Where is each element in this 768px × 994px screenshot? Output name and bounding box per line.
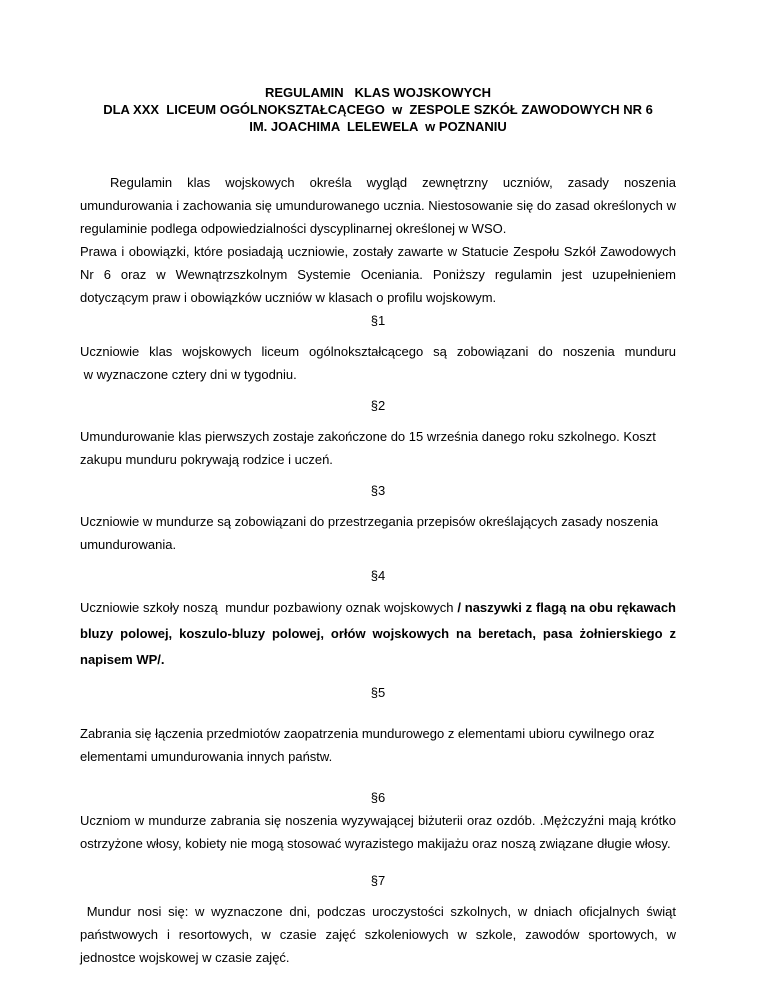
section-mark-1: §1 (370, 313, 386, 328)
section-mark-4: §4 (370, 568, 386, 583)
section-mark-5: §5 (370, 685, 386, 700)
section-mark-2: §2 (370, 398, 386, 413)
intro-paragraph-2: Prawa i obowiązki, które posiadają uczniowie, zostały zawarte w Statucie Zespołu Szkół Zawodowych Nr 6 oraz w Wewnątrzszkolnym Systemie Oceniania. Poniższy regulamin jest uzupełnieniem dotyczącym praw i obowiązków uczniów w klasach o profilu wojskowym. (80, 244, 676, 305)
section-1 (80, 309, 676, 386)
section-4 (80, 564, 676, 673)
section-3 (80, 479, 676, 556)
title-line-2: DLA XXX LICEUM OGÓLNOKSZTAŁCĄCEGO w ZESPOLE SZKÓŁ ZAWODOWYCH NR 6 (103, 102, 653, 117)
section-3-text: Uczniowie w mundurze są zobowiązani do przestrzegania przepisów określających zasady noszenia umundurowania. (80, 514, 659, 552)
section-4-text (80, 595, 676, 673)
section-1-line-2: w wyznaczone cztery dni w tygodniu. (80, 367, 297, 382)
document-page (80, 84, 680, 969)
section-6-text: Uczniom w mundurze zabrania się noszenia wyzywającej biżuterii oraz ozdób. .Mężczyźni mają krótko ostrzyżone włosy, kobiety nie mogą stosować wyrazistego makijażu oraz noszą związane długie włosy. (80, 813, 676, 851)
section-2-text: Umundurowanie klas pierwszych zostaje zakończone do 15 września danego roku szkolnego. Koszt zakupu munduru pokrywają rodzice i uczeń. (80, 429, 656, 467)
section-mark-7: §7 (370, 873, 386, 888)
title-line-1: REGULAMIN KLAS WOJSKOWYCH (264, 85, 492, 100)
section-mark-3: §3 (370, 483, 386, 498)
section-7 (80, 869, 680, 969)
document-title (80, 84, 676, 135)
section-6 (80, 786, 676, 855)
section-7-text: Mundur nosi się: w wyznaczone dni, podczas uroczystości szkolnych, w dniach oficjalnych świąt państwowych i resortowych, w czasie zajęć szkoleniowych w szkole, zawodów sportowych, w jednostce wojskowej w czasie zajęć. (80, 904, 680, 965)
title-line-3: IM. JOACHIMA LELEWELA w POZNANIU (249, 119, 507, 134)
section-2 (80, 394, 676, 471)
section-4-bold: / naszywki z flagą na obu rękawach bluzy polowej, koszulo-bluzy polowej, orłów wojskowych na beretach, pasa żołnierskiego z napisem WP/. (80, 600, 676, 667)
section-5 (80, 681, 676, 768)
section-4-plain: Uczniowie szkoły noszą mundur pozbawiony oznak wojskowych (80, 600, 458, 615)
section-mark-6: §6 (370, 790, 386, 805)
section-1-line-1: Uczniowie klas wojskowych liceum ogólnokształcącego są zobowiązani do noszenia munduru (80, 344, 676, 359)
intro-section (80, 171, 676, 309)
section-5-text: Zabrania się łączenia przedmiotów zaopatrzenia mundurowego z elementami ubioru cywilnego oraz elementami umundurowania innych państw. (80, 726, 655, 764)
intro-paragraph-1: Regulamin klas wojskowych określa wygląd zewnętrzny uczniów, zasady noszenia umundurowania i zachowania się umundurowanego ucznia. Niestosowanie się do zasad określonych w regulaminie podlega odpowiedzialności dyscyplinarnej określonej w WSO. (80, 175, 676, 236)
